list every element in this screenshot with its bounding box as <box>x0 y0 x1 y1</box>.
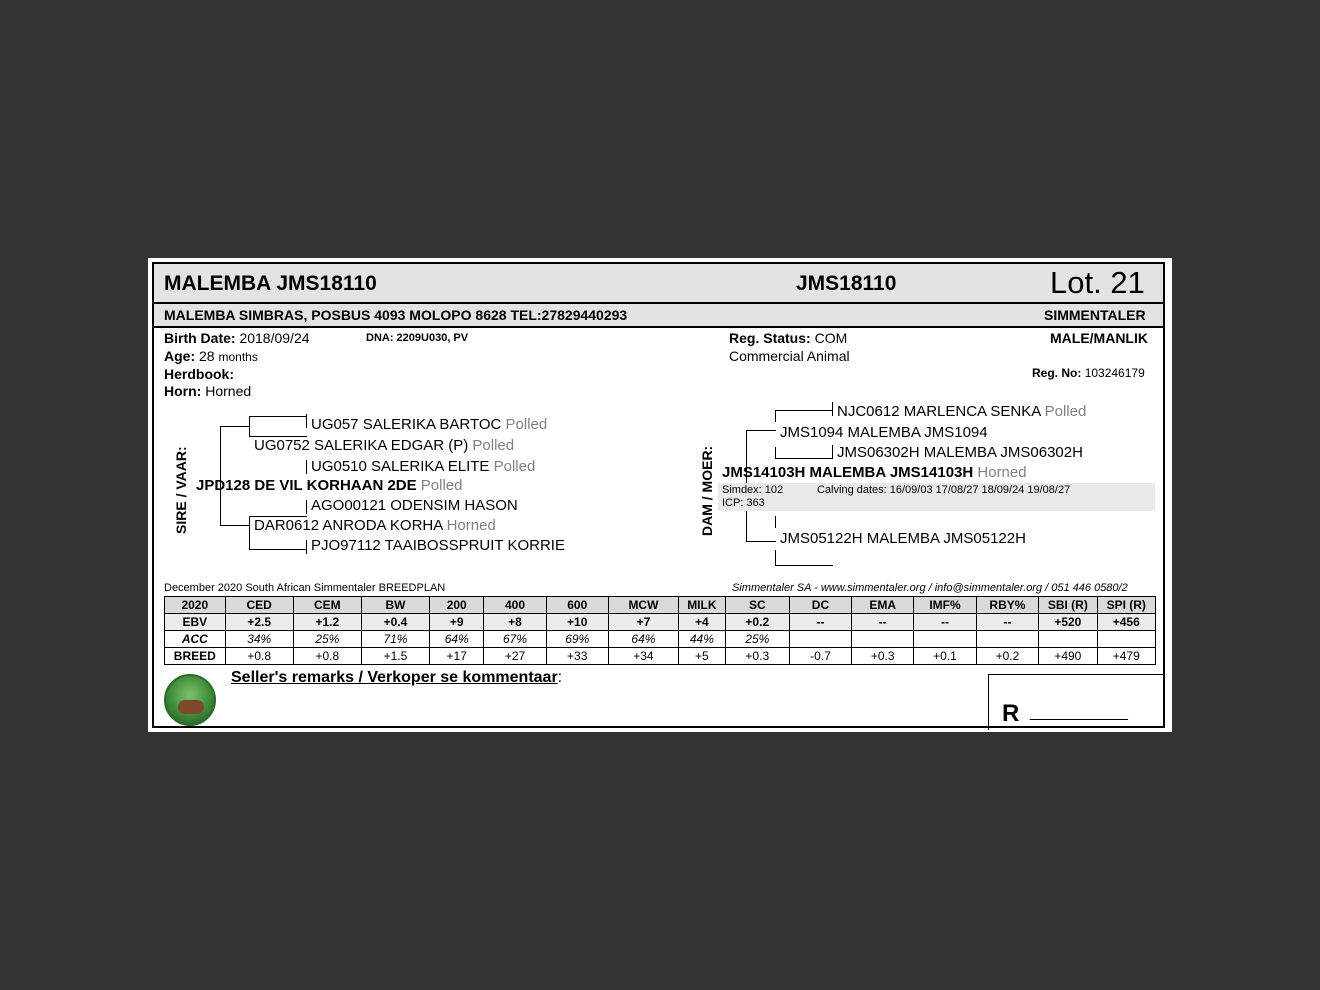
sire-connector <box>249 549 307 550</box>
ebv-cell: 2020 <box>165 597 226 614</box>
ebv-cell: +1.2 <box>293 614 361 631</box>
ebv-cell: 25% <box>725 631 789 648</box>
ebv-cell: +7 <box>608 614 678 631</box>
sex: MALE/MANLIK <box>1050 330 1148 346</box>
ebv-cell: BREED <box>165 648 226 665</box>
ebv-cell: +490 <box>1039 648 1097 665</box>
age-label: Age: <box>164 348 196 364</box>
breed-average-row <box>165 648 1156 665</box>
age-unit: months <box>218 350 258 364</box>
sire-sire <box>254 437 514 454</box>
sire-connector <box>220 426 250 427</box>
ebv-cell: +17 <box>430 648 484 665</box>
ebv-cell: -0.7 <box>789 648 851 665</box>
ebv-cell: +0.4 <box>361 614 429 631</box>
sire-connector <box>249 416 250 436</box>
ebv-cell: EMA <box>852 597 914 614</box>
birth-date-value: 2018/09/24 <box>239 330 310 346</box>
dam-connector <box>775 516 776 528</box>
ssd-horn: Polled <box>493 458 536 475</box>
logo-cow-icon <box>178 700 204 714</box>
seller-remarks <box>231 669 562 687</box>
dam-calving-dates: Calving dates: 16/09/03 17/08/27 18/09/24 19/08/27 <box>817 484 1071 496</box>
ss-horn: Polled <box>472 437 515 454</box>
price-blank[interactable]: ___________ <box>1030 704 1128 721</box>
dam-connector <box>775 550 776 566</box>
sire-connector <box>220 426 221 526</box>
ebv-cell <box>852 631 914 648</box>
reg-number-label: Reg. No: <box>1032 366 1082 380</box>
animal-name: MALEMBA JMS18110 <box>164 272 377 295</box>
ebv-cell <box>1097 631 1155 648</box>
sss-horn: Polled <box>505 416 548 433</box>
birth-date-label: Birth Date: <box>164 330 236 346</box>
price-label: R <box>1002 700 1020 727</box>
animal-id: JMS18110 <box>796 272 897 295</box>
ebv-cell: +0.2 <box>976 648 1038 665</box>
dam-horn: Horned <box>977 464 1027 481</box>
ss-name: UG0752 SALERIKA EDGAR (P) <box>254 437 469 454</box>
ebv-cell: -- <box>852 614 914 631</box>
sire-connector <box>306 500 307 514</box>
dam-dam: JMS05122H MALEMBA JMS05122H <box>780 530 1026 547</box>
ebv-cell: 44% <box>679 631 726 648</box>
dam-connector <box>832 445 833 459</box>
seller-remarks-colon: : <box>557 669 563 686</box>
ebv-cell: 25% <box>293 631 361 648</box>
reg-number-value: 103246179 <box>1084 366 1145 380</box>
ebv-row <box>165 614 1156 631</box>
ebv-cell: 200 <box>430 597 484 614</box>
ebv-cell: +520 <box>1039 614 1097 631</box>
ebv-cell <box>976 631 1038 648</box>
dam-sire-dam: JMS06302H MALEMBA JMS06302H <box>837 444 1083 461</box>
birth-date <box>164 330 310 346</box>
ebv-cell: 400 <box>484 597 546 614</box>
ebv-cell: RBY% <box>976 597 1038 614</box>
ebv-cell <box>1039 631 1097 648</box>
sire-connector <box>220 525 250 526</box>
lot-card <box>148 258 1172 732</box>
ebv-cell: 69% <box>546 631 608 648</box>
ssd-name: UG0510 SALERIKA ELITE <box>311 458 490 475</box>
ebv-cell: +479 <box>1097 648 1155 665</box>
ebv-cell: +2.5 <box>225 614 293 631</box>
ebv-cell: 67% <box>484 631 546 648</box>
sire-connector <box>306 414 307 428</box>
ebv-cell: +4 <box>679 614 726 631</box>
ebv-cell: 64% <box>430 631 484 648</box>
ebv-cell: MILK <box>679 597 726 614</box>
herdbook-label: Herdbook: <box>164 366 234 382</box>
society-logo <box>164 674 216 726</box>
ebv-cell: +0.2 <box>725 614 789 631</box>
ebv-cell: ACC <box>165 631 226 648</box>
ebv-cell: +0.8 <box>293 648 361 665</box>
dam-connector <box>746 541 776 542</box>
ebv-cell: -- <box>976 614 1038 631</box>
ebv-cell: +456 <box>1097 614 1155 631</box>
ebv-header-row <box>165 597 1156 614</box>
horn-status <box>164 383 251 399</box>
ebv-cell: +9 <box>430 614 484 631</box>
dam-side-label: DAM / MOER: <box>699 445 715 536</box>
age <box>164 348 258 364</box>
dam <box>722 464 1027 481</box>
society-contact: Simmentaler SA - www.simmentaler.org / info@simmentaler.org / 051 446 0580/2 <box>732 582 1128 594</box>
seller-remarks-label: Seller's remarks / Verkoper se kommentaar <box>231 669 558 686</box>
ebv-cell: SPI (R) <box>1097 597 1155 614</box>
sire-dam-sire: AGO00121 ODENSIM HASON <box>311 497 518 514</box>
dam-connector <box>775 458 833 459</box>
dna-info: DNA: 2209U030, PV <box>366 332 469 344</box>
price-box-border <box>988 674 1163 675</box>
dam-connector <box>775 565 833 566</box>
ebv-cell: +0.1 <box>914 648 976 665</box>
ebv-cell: 64% <box>608 631 678 648</box>
sire-connector <box>306 460 307 474</box>
ebv-cell: +33 <box>546 648 608 665</box>
ebv-cell <box>914 631 976 648</box>
ebv-cell: +1.5 <box>361 648 429 665</box>
ebv-cell: SBI (R) <box>1039 597 1097 614</box>
breeder-bar <box>154 304 1163 328</box>
sire-connector <box>249 416 307 417</box>
ebv-cell: +0.8 <box>225 648 293 665</box>
sire-dam-dam: PJO97112 TAAIBOSSPRUIT KORRIE <box>311 537 565 554</box>
sire-name: JPD128 DE VIL KORHAAN 2DE <box>196 477 417 494</box>
sss-name: UG057 SALERIKA BARTOC <box>311 416 502 433</box>
age-value: 28 <box>199 348 215 364</box>
ebv-cell: 600 <box>546 597 608 614</box>
horn-value: Horned <box>205 383 252 399</box>
ebv-cell: +10 <box>546 614 608 631</box>
ebv-cell: CED <box>225 597 293 614</box>
dam-connector <box>832 402 833 416</box>
ebv-cell: IMF% <box>914 597 976 614</box>
sd-name: DAR0612 ANRODA KORHA <box>254 517 443 534</box>
sire-connector <box>306 540 307 554</box>
sire-dam <box>254 517 496 534</box>
dam-name: JMS14103H MALEMBA JMS14103H <box>722 464 974 481</box>
ebv-cell: +8 <box>484 614 546 631</box>
breed-name: SIMMENTALER <box>1044 307 1146 323</box>
ebv-cell: SC <box>725 597 789 614</box>
reg-status-value: COM <box>814 330 848 346</box>
sire-sire-sire <box>311 416 547 433</box>
reg-status-label: Reg. Status: <box>729 330 811 346</box>
ebv-cell: +0.3 <box>725 648 789 665</box>
price-box-border <box>988 674 989 730</box>
sire-horn: Polled <box>420 477 463 494</box>
lot-number: Lot. 21 <box>1050 265 1145 300</box>
dam-sire-sire <box>837 403 1086 420</box>
ebv-cell: DC <box>789 597 851 614</box>
dam-connector <box>775 410 776 422</box>
reg-status <box>729 330 847 346</box>
sire <box>196 477 463 494</box>
ebv-cell: +0.3 <box>852 648 914 665</box>
ebv-cell: MCW <box>608 597 678 614</box>
accuracy-row <box>165 631 1156 648</box>
ebv-cell: +5 <box>679 648 726 665</box>
dam-sire: JMS1094 MALEMBA JMS1094 <box>780 424 988 441</box>
reg-number <box>1032 366 1145 380</box>
sire-sire-dam <box>311 458 535 475</box>
breeder-line: MALEMBA SIMBRAS, POSBUS 4093 MOLOPO 8628 TEL:27829440293 <box>164 307 628 323</box>
ebv-cell: 34% <box>225 631 293 648</box>
ebv-table <box>164 596 1156 665</box>
sire-connector <box>249 516 250 550</box>
sire-side-label: SIRE / VAAR: <box>173 446 189 534</box>
dss-horn: Polled <box>1044 403 1087 420</box>
ebv-cell: EBV <box>165 614 226 631</box>
dam-connector <box>775 410 833 411</box>
ebv-cell: +34 <box>608 648 678 665</box>
ebv-cell <box>789 631 851 648</box>
ebv-cell: 71% <box>361 631 429 648</box>
ebv-cell: +27 <box>484 648 546 665</box>
ebv-cell: -- <box>914 614 976 631</box>
dam-connector <box>746 430 776 431</box>
reg-status-description: Commercial Animal <box>729 348 850 364</box>
sd-horn: Horned <box>446 517 496 534</box>
dam-simdex: Simdex: 102 <box>722 484 784 496</box>
breedplan-caption: December 2020 South African Simmentaler BREEDPLAN <box>164 582 446 594</box>
ebv-cell: CEM <box>293 597 361 614</box>
dss-name: NJC0612 MARLENCA SENKA <box>837 403 1041 420</box>
dam-icp: ICP: 363 <box>722 497 765 509</box>
title-bar <box>154 264 1163 304</box>
ebv-cell: BW <box>361 597 429 614</box>
ebv-cell: -- <box>789 614 851 631</box>
lot-card-frame <box>152 262 1165 728</box>
horn-label: Horn: <box>164 383 202 399</box>
